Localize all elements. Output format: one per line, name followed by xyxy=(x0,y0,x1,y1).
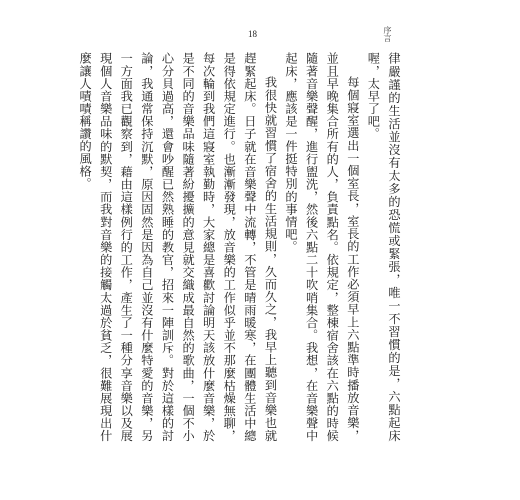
page-number: 18 xyxy=(248,29,257,39)
body-text xyxy=(75,52,405,442)
paragraph: 每個寢室選出一個室長，室長的工作必須早上六點準時播放音樂，並且早晚集合所有的人，負責點名。依規定，整棟宿舍該在六點的時候隨著音樂聲醒，進行盥洗，然後六點二十吹哨集合。我想，在音樂聲中起床，應該是一件挺特別的事情吧。 xyxy=(284,52,360,442)
paragraph: 我很快就習慣了宿舍的生活規則，久而久之，我早上聽到音樂也就趕緊起床。日子就在音樂聲中流轉，不管是晴雨暖寒，在團體生活中總是得依規定進行。也漸漸發現，放音樂的工作似乎並不那麼枯燥無聊，每次輪到我們這寢室執勤時，大家總是喜歡討論明天該放什麼音樂，於是不同的音樂品味隨著紛擾擴的意見就交織成最自然的歌曲，一個不小心分貝過高，還會吵醒已然熟睡的教官，招來一陣訓斥。對於這樣的討論，我通常保持沉默，原因固然是因為自己並沒有什麼特愛的音樂，另一方面我已觀察到，藉由這樣例行的工作，產生了一種分享音樂以及展現個人音樂品味的默契，而我對音樂的接觸太過於貧乏，很難展現出什麼讓人嘖嘖稱讚的風格。 xyxy=(78,52,278,442)
running-head: 序言 xyxy=(383,26,392,42)
paragraph-continued: 律嚴謹的生活並沒有太多的恐慌或緊張，唯一不習慣的是，六點起床喔，太早了吧。 xyxy=(366,52,401,442)
